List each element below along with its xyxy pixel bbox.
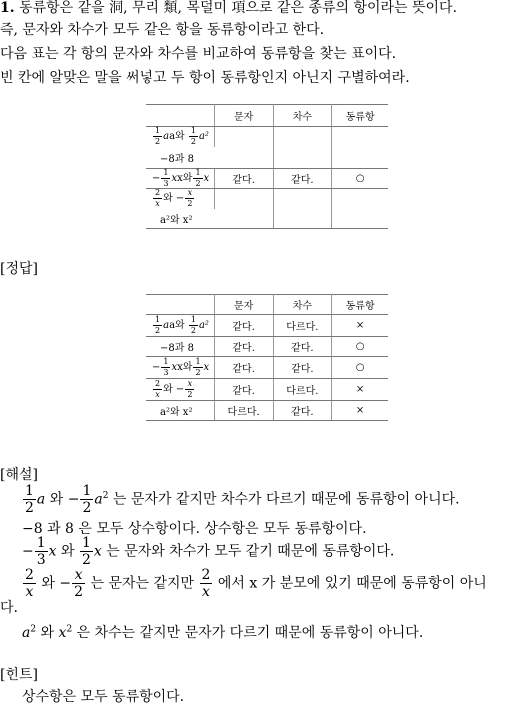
- question-table: [146, 104, 388, 229]
- problem-line-1: [0, 0, 457, 18]
- a-row1-term: $\frac{1}{2}$ aa와 $\frac{1}{2}$ a²: [146, 315, 214, 337]
- a-row3-like: ○: [332, 357, 388, 379]
- a-row4-and: 와 −: [163, 384, 185, 395]
- problem-line-3: 다음 표는 각 항의 문자와 차수를 비교하여 동류항을 찾는 표이다.: [0, 46, 397, 62]
- explanation-label: [해설]: [0, 467, 38, 483]
- header-letters: 문자: [214, 105, 273, 127]
- hint-label: [힌트]: [0, 667, 38, 683]
- a-row5-term: a²와 x²: [146, 401, 214, 421]
- hint-text: 상수항은 모두 동류항이다.: [22, 689, 185, 705]
- exp3-text: 는 문자와 차수가 모두 같기 때문에 동류항이다.: [106, 543, 395, 560]
- exp4-text-a: 는 문자는 같지만: [90, 575, 195, 592]
- q-row1-and: a와: [169, 131, 185, 143]
- exp1-and: 와: [49, 491, 64, 508]
- a-header-like-terms: 동류항: [332, 295, 388, 315]
- q-row5-term: a²와 x²: [146, 209, 214, 229]
- a-row4-degree: 다르다.: [273, 379, 332, 401]
- q-row1-like[interactable]: [332, 127, 388, 169]
- a-row3-degree: 같다.: [273, 357, 332, 379]
- q-row1-degree[interactable]: [273, 127, 332, 169]
- a-row3-term: − $\frac{1}{3}$ xx와 $\frac{1}{2}$ x: [146, 357, 214, 379]
- a-row5-degree: 같다.: [273, 401, 332, 421]
- problem-line-2: 즉, 문자와 차수가 모두 같은 항을 동류항이라고 한다.: [0, 22, 325, 38]
- explanation-line-4: $\frac{2}{x}$ 와 − $\frac{x}{2}$ 는 문자는 같지만 $\frac{2}{x}$ 에서 x 가 분모에 있기 때문에 동류항이 아니: [25, 567, 487, 600]
- exp4-text-b: 에서 x 가 분모에 있기 때문에 동류항이 아니: [217, 575, 487, 592]
- a-row1-and: a와: [169, 320, 185, 331]
- a-row4-letters: 같다.: [214, 379, 273, 401]
- q-row4-like[interactable]: [332, 189, 388, 229]
- a-header-letters: 문자: [214, 295, 273, 315]
- problem-number: 1.: [0, 0, 15, 16]
- explanation-line-4-wrap: 다.: [0, 600, 18, 616]
- q-row3-and: x와: [177, 173, 193, 184]
- explanation-line-1: $\frac{1}{2}$ a 와 − $\frac{1}{2}$ $a^2$ 는 문자가 같지만 차수가 다르기 때문에 동류항이 아니다.: [25, 483, 460, 516]
- q-row4-and: 와 −: [163, 193, 185, 205]
- a-header-degree: 차수: [273, 295, 332, 315]
- problem-text-1: 동류항은 같을 洞, 무리 類, 목덜미 項으로 같은 종류의 항이라는 뜻이다.: [19, 0, 458, 16]
- q-row3-term-b: x: [203, 173, 210, 184]
- a-row2-like: ○: [332, 337, 388, 357]
- a-row2-degree: 같다.: [273, 337, 332, 357]
- a-row2-letters: 같다.: [214, 337, 273, 357]
- a-header-blank: [146, 295, 214, 315]
- q-row3-letters: 같다.: [214, 169, 273, 189]
- exp5-and: 와: [40, 625, 55, 641]
- exp4-and: 와: [41, 575, 55, 592]
- a-row3-letters: 같다.: [214, 357, 273, 379]
- a-row1-like: ×: [332, 315, 388, 337]
- exp3-and: 와: [61, 543, 75, 560]
- a-row1-degree: 다르다.: [273, 315, 332, 337]
- explanation-line-2: −8 과 8 은 모두 상수항이다. 상수항은 모두 동류항이다.: [22, 521, 367, 537]
- exp1-text: 는 문자가 같지만 차수가 다르기 때문에 동류항이 아니다.: [112, 491, 460, 508]
- a-row5-like: ×: [332, 401, 388, 421]
- header-degree: 차수: [273, 105, 332, 127]
- explanation-line-3: − $\frac{1}{3}$ x 와 $\frac{1}{2}$ x 는 문자와 차수가 모두 같기 때문에 동류항이다.: [22, 535, 395, 568]
- header-blank: [146, 105, 214, 127]
- header-like-terms: 동류항: [332, 105, 388, 127]
- a-row1-letters: 같다.: [214, 315, 273, 337]
- a-row5-letters: 다르다.: [214, 401, 273, 421]
- q-row3-term: − $\frac{1}{3}$ xx와 $\frac{1}{2}$ x: [146, 169, 214, 189]
- a-row4-like: ×: [332, 379, 388, 401]
- explanation-line-5: $a^2$ 와 $x^2$ 은 차수는 같지만 문자가 다르기 때문에 동류항이 아니다.: [22, 624, 424, 641]
- exp5-text: 은 차수는 같지만 문자가 다르기 때문에 동류항이 아니다.: [76, 625, 424, 641]
- answer-table: [146, 294, 388, 421]
- q-row3-like: ○: [332, 169, 388, 189]
- a-row4-term: $\frac{2}{x}$ 와 − $\frac{x}{2}$: [146, 379, 214, 401]
- q-row4-degree[interactable]: [273, 189, 332, 229]
- q-row3-degree: 같다.: [273, 169, 332, 189]
- problem-line-4: 빈 칸에 알맞은 말을 써넣고 두 항이 동류항인지 아닌지 구별하여라.: [0, 70, 410, 86]
- q-row4-letters[interactable]: [214, 189, 273, 229]
- q-row1-term-b: a²: [198, 131, 209, 143]
- q-row1-term: $\frac{1}{2}$ aa와 $\frac{1}{2}$ a²: [146, 127, 214, 147]
- q-row2-term: −8과 8: [146, 147, 214, 169]
- a-row2-term: −8과 8: [146, 337, 214, 357]
- a-row3-and: x와: [177, 362, 193, 373]
- answer-label: [정답]: [0, 261, 38, 277]
- q-row4-term: $\frac{2}{x}$ 와 − $\frac{x}{2}$: [146, 189, 214, 209]
- q-row1-letters[interactable]: [214, 127, 273, 169]
